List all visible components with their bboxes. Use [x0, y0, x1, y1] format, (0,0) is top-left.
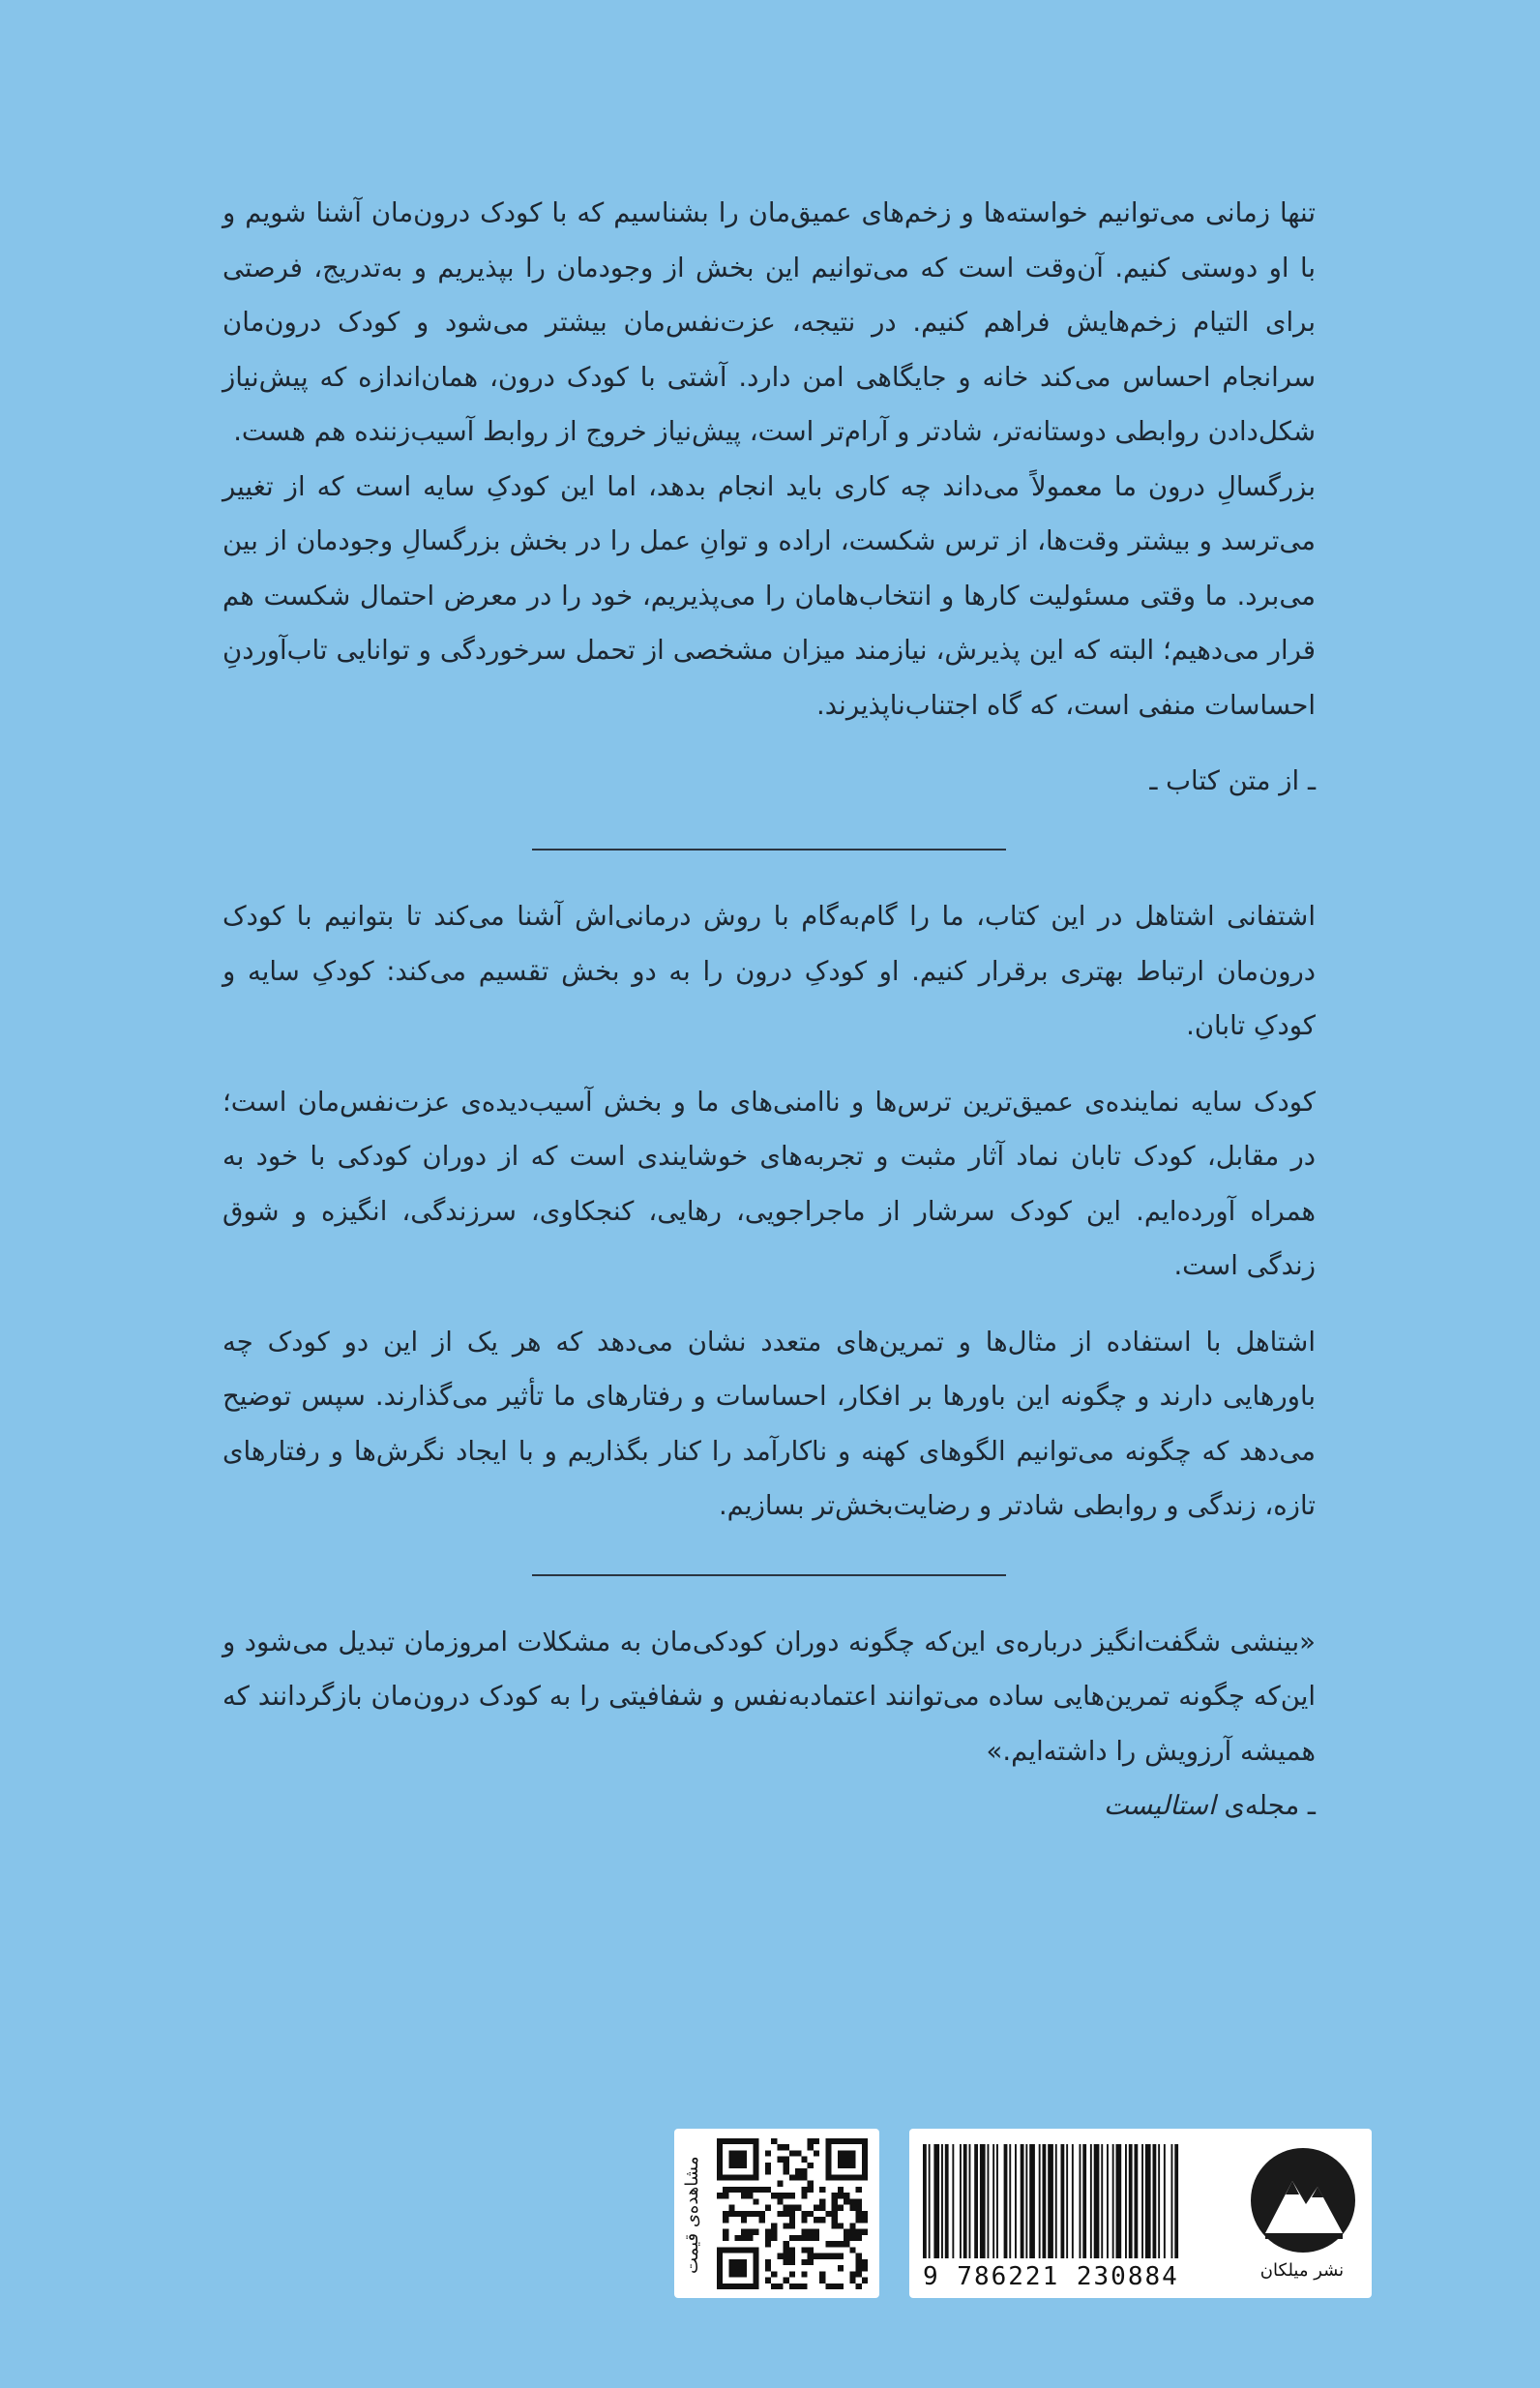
- description-paragraph-2: کودک سایه نماینده‌ی عمیق‌ترین ترس‌ها و ناامنی‌های ما و بخش آسیب‌دیده‌ی عزت‌نفس‌مان است؛ در مقابل، کودک تابان نماد آثار مثبت و تجربه‌های خوشایندی است که از دوران کودکی با خود به همراه آورده‌ایم. این کودک سرشار از ماجراجویی، رهایی، کنجکاوی، سرزندگی، انگیزه و شوق زندگی است.: [222, 1086, 1316, 1281]
- isbn-number: 9 786221 230884: [923, 2262, 1179, 2291]
- cover-text: [222, 186, 1316, 1834]
- divider: [532, 1574, 1006, 1576]
- review-quote: «بینشی شگفت‌انگیز درباره‌ی این‌که چگونه دوران کودکی‌مان به مشکلات امروزمان تبدیل می‌شود و این‌که چگونه تمرین‌هایی ساده می‌توانند اعتمادبه‌نفس و شفافیتی را به کودک درون‌مان بازگردانند که همیشه آرزویش را داشته‌ایم.»: [222, 1626, 1316, 1767]
- attribution-name: استالیست: [1104, 1790, 1216, 1821]
- qr-code-icon[interactable]: [717, 2138, 868, 2289]
- qr-label: مشاهده‌ی قیمت: [682, 2156, 702, 2274]
- excerpt-paragraph-1: تنها زمانی می‌توانیم خواسته‌ها و زخم‌های عمیق‌مان را بشناسیم که با کودک درون‌مان آشنا شویم و با او دوستی کنیم. آن‌وقت است که می‌توانیم این بخش از وجودمان را بپذیریم و به‌تدریج، فرصتی برای التیام زخم‌هایش فراهم کنیم. در نتیجه، عزت‌نفس‌مان بیشتر می‌شود و کودک درون‌مان سرانجام احساس می‌کند خانه و جایگاهی امن دارد. آشتی با کودک درون، همان‌اندازه که پیش‌نیاز شکل‌دادن روابطی دوستانه‌تر، شادتر و آرام‌تر است، پیش‌نیاز خروج از روابط آسیب‌زننده هم هست.: [222, 197, 1316, 447]
- excerpt-source: ـ از متن کتاب ـ: [1149, 765, 1316, 796]
- barcode-icon: [923, 2144, 1232, 2258]
- barcode-panel: [909, 2129, 1372, 2298]
- review-attribution: [222, 1778, 1316, 1834]
- description-paragraph-1: اشتفانی اشتاهل در این کتاب، ما را گام‌به‌گام با روش درمانی‌اش آشنا می‌کند تا بتوانیم با کودک درون‌مان ارتباط بهتری برقرار کنیم. او کودکِ درون را به دو بخش تقسیم می‌کند: کودکِ سایه و کودکِ تابان.: [222, 901, 1316, 1041]
- description-paragraph-3: اشتاهل با استفاده از مثال‌ها و تمرین‌های متعدد نشان می‌دهد که هر یک از این دو کودک چه باورهایی دارند و چگونه این باورها بر افکار، احساسات و رفتارهای ما تأثیر می‌گذارند. سپس توضیح می‌دهد که چگونه می‌توانیم الگوهای کهنه و ناکارآمد را کنار بگذاریم و با ایجاد نگرش‌ها و رفتارهای تازه، زندگی و روابطی شادتر و رضایت‌بخش‌تر بسازیم.: [222, 1326, 1316, 1521]
- divider: [532, 849, 1006, 851]
- attribution-prefix: ـ مجله‌ی: [1215, 1790, 1316, 1821]
- excerpt-paragraph-2: بزرگسالِ درون ما معمولاً می‌داند چه کاری باید انجام بدهد، اما این کودکِ سایه است که از تغییر می‌ترسد و بیشتر وقت‌ها، از ترس شکست، اراده و توانِ عمل را در بخش بزرگسالِ وجودمان از بین می‌برد. ما وقتی مسئولیت کارها و انتخاب‌هامان را می‌پذیریم، خود را در معرض احتمال شکست هم قرار می‌دهیم؛ البته که این پذیرش، نیازمند میزان مشخصی از تحمل سرخوردگی و توانایی تاب‌آوردنِ احساسات منفی است، که گاه اجتناب‌ناپذیرند.: [222, 470, 1316, 721]
- qr-panel: [674, 2129, 879, 2298]
- publisher-name: نشر میلکان: [1259, 2260, 1345, 2281]
